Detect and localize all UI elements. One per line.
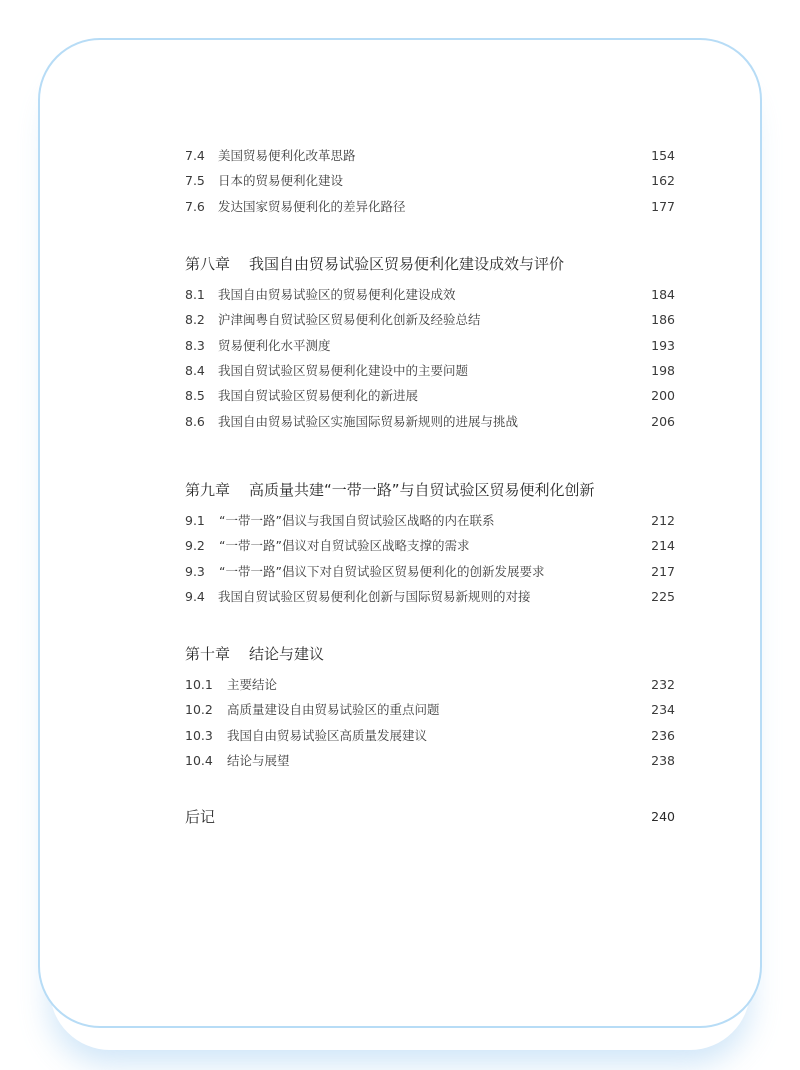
toc-entry[interactable] bbox=[185, 336, 675, 356]
toc-number: 第八章 bbox=[185, 255, 231, 273]
toc-entry[interactable] bbox=[185, 197, 675, 217]
toc-title: 高质量共建“一带一路”与自贸试验区贸易便利化创新 bbox=[249, 481, 595, 499]
toc-number: 8.6 bbox=[185, 414, 205, 429]
toc-number: 8.5 bbox=[185, 388, 205, 403]
toc-number: 10.2 bbox=[185, 702, 213, 717]
toc-number: 7.6 bbox=[185, 199, 205, 214]
toc-number: 后记 bbox=[185, 808, 216, 826]
toc-title: 我国自由贸易试验区的贸易便利化建设成效 bbox=[218, 287, 456, 302]
toc-number: 9.4 bbox=[185, 589, 205, 604]
toc-entry[interactable] bbox=[185, 285, 675, 305]
toc-number: 10.1 bbox=[185, 677, 213, 692]
toc-number: 9.3 bbox=[185, 564, 205, 579]
toc-title: 我国自贸试验区贸易便利化创新与国际贸易新规则的对接 bbox=[218, 589, 531, 604]
toc-title: “一带一路”倡议对自贸试验区战略支撑的需求 bbox=[219, 538, 470, 553]
toc-number: 8.2 bbox=[185, 312, 205, 327]
toc-title: 日本的贸易便利化建设 bbox=[218, 173, 344, 188]
toc-title: “一带一路”倡议与我国自贸试验区战略的内在联系 bbox=[219, 513, 495, 528]
toc-number: 第九章 bbox=[185, 481, 231, 499]
toc-page-number: 232 bbox=[651, 677, 675, 692]
toc-page-number: 206 bbox=[651, 414, 675, 429]
toc-page-number: 198 bbox=[651, 363, 675, 378]
toc-page-number: 234 bbox=[651, 702, 675, 717]
toc-entry[interactable] bbox=[185, 171, 675, 191]
toc-entry[interactable] bbox=[185, 562, 675, 582]
toc-title: 我国自由贸易试验区贸易便利化建设成效与评价 bbox=[249, 255, 565, 273]
toc-title: “一带一路”倡议下对自贸试验区贸易便利化的创新发展要求 bbox=[219, 564, 545, 579]
toc-entry[interactable] bbox=[185, 587, 675, 607]
toc-title: 结论与建议 bbox=[249, 645, 325, 663]
toc-entry[interactable] bbox=[185, 675, 675, 695]
toc-chapter-heading[interactable] bbox=[185, 479, 675, 501]
toc-chapter-heading[interactable] bbox=[185, 643, 675, 665]
toc-title: 结论与展望 bbox=[227, 753, 290, 768]
toc-number: 7.4 bbox=[185, 148, 205, 163]
toc-title: 沪津闽粤自贸试验区贸易便利化创新及经验总结 bbox=[218, 312, 481, 327]
toc-entry[interactable] bbox=[185, 536, 675, 556]
toc-chapter-heading[interactable] bbox=[185, 253, 675, 275]
toc-page-number: 238 bbox=[651, 753, 675, 768]
toc-title: 美国贸易便利化改革思路 bbox=[218, 148, 356, 163]
toc-page-number: 154 bbox=[651, 148, 675, 163]
toc-page-number: 162 bbox=[651, 173, 675, 188]
toc-entry[interactable] bbox=[185, 361, 675, 381]
toc-title: 我国自贸试验区贸易便利化的新进展 bbox=[218, 388, 419, 403]
toc-title: 我国自由贸易试验区高质量发展建议 bbox=[227, 728, 428, 743]
toc-title: 我国自由贸易试验区实施国际贸易新规则的进展与挑战 bbox=[218, 414, 519, 429]
toc-page-number: 212 bbox=[651, 513, 675, 528]
toc-page-number: 184 bbox=[651, 287, 675, 302]
toc-number: 8.1 bbox=[185, 287, 205, 302]
toc-entry[interactable] bbox=[185, 751, 675, 771]
toc-page-number: 186 bbox=[651, 312, 675, 327]
toc-number: 8.3 bbox=[185, 338, 205, 353]
toc-title: 主要结论 bbox=[227, 677, 278, 692]
toc-title: 贸易便利化水平测度 bbox=[218, 338, 331, 353]
toc-entry[interactable] bbox=[185, 511, 675, 531]
toc-page-number: 225 bbox=[651, 589, 675, 604]
toc-page-number: 217 bbox=[651, 564, 675, 579]
toc-number: 10.4 bbox=[185, 753, 213, 768]
toc-chapter-heading[interactable] bbox=[185, 806, 675, 828]
toc-entry[interactable] bbox=[185, 146, 675, 166]
toc-number: 第十章 bbox=[185, 645, 231, 663]
toc-number: 8.4 bbox=[185, 363, 205, 378]
toc-page-number: 236 bbox=[651, 728, 675, 743]
toc-page-number: 240 bbox=[651, 809, 675, 824]
toc-entry[interactable] bbox=[185, 386, 675, 406]
toc-title: 发达国家贸易便利化的差异化路径 bbox=[218, 199, 406, 214]
toc-number: 9.2 bbox=[185, 538, 205, 553]
toc-page-number: 193 bbox=[651, 338, 675, 353]
toc-number: 9.1 bbox=[185, 513, 205, 528]
toc-entry[interactable] bbox=[185, 726, 675, 746]
toc-page-number: 214 bbox=[651, 538, 675, 553]
toc-number: 10.3 bbox=[185, 728, 213, 743]
toc-entry[interactable] bbox=[185, 700, 675, 720]
toc-entry[interactable] bbox=[185, 412, 675, 432]
toc-title: 我国自贸试验区贸易便利化建设中的主要问题 bbox=[218, 363, 469, 378]
toc-page-number: 200 bbox=[651, 388, 675, 403]
toc-title: 高质量建设自由贸易试验区的重点问题 bbox=[227, 702, 440, 717]
toc-page-number: 177 bbox=[651, 199, 675, 214]
toc-entry[interactable] bbox=[185, 310, 675, 330]
toc-number: 7.5 bbox=[185, 173, 205, 188]
